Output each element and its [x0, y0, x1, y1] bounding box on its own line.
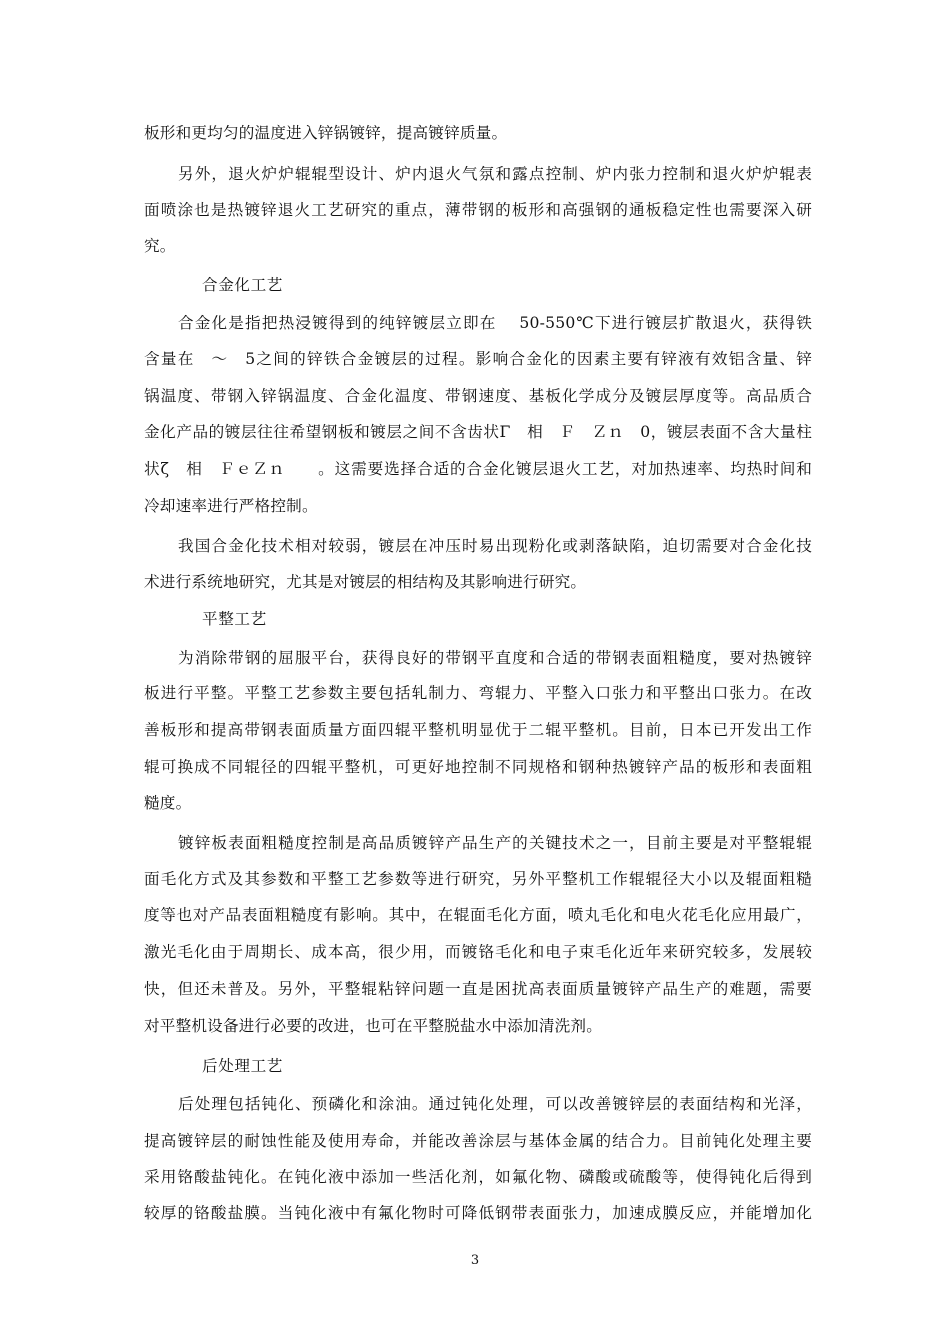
- section-heading: 平整工艺: [202, 610, 267, 628]
- paragraph-line: 金化产品的镀层往往希望钢板和镀层之间不含齿状Γ 相 Ｆ Ｚｎ 0，镀层表面不含大量柱: [144, 423, 812, 441]
- paragraph-line: 善板形和提高带钢表面质量方面四辊平整机明显优于二辊平整机。目前，日本已开发出工作: [144, 721, 812, 739]
- paragraph-line: 锅温度、带钢入锌锅温度、合金化温度、带钢速度、基板化学成分及镀层厚度等。高品质合: [144, 387, 812, 405]
- paragraph-line: 面喷涂也是热镀锌退火工艺研究的重点，薄带钢的板形和高强钢的通板稳定性也需要深入研: [144, 201, 812, 219]
- paragraph-line: 合金化是指把热浸镀得到的纯锌镀层立即在 50-550℃下进行镀层扩散退火，获得铁: [178, 314, 812, 332]
- paragraph-line: 采用铬酸盐钝化。在钝化液中添加一些活化剂，如氟化物、磷酸或硫酸等，使得钝化后得到: [144, 1168, 812, 1186]
- paragraph-line: 对平整机设备进行必要的改进，也可在平整脱盐水中添加清洗剂。: [144, 1017, 603, 1035]
- paragraph-line: 面毛化方式及其参数和平整工艺参数等进行研究，另外平整机工作辊辊径大小以及辊面粗糙: [144, 870, 812, 888]
- paragraph-line: 状ζ 相 ＦｅＺｎ 。这需要选择合适的合金化镀层退火工艺，对加热速率、均热时间和: [144, 460, 812, 478]
- paragraph-line: 快，但还未普及。另外，平整辊粘锌问题一直是困扰高表面质量镀锌产品生产的难题，需要: [144, 980, 812, 998]
- paragraph-line: 为消除带钢的屈服平台，获得良好的带钢平直度和合适的带钢表面粗糙度，要对热镀锌: [178, 649, 812, 667]
- paragraph-line: 另外，退火炉炉辊辊型设计、炉内退火气氛和露点控制、炉内张力控制和退火炉炉辊表: [178, 165, 812, 183]
- paragraph-line: 板形和更均匀的温度进入锌锅镀锌，提高镀锌质量。: [144, 124, 508, 142]
- paragraph-line: 提高镀锌层的耐蚀性能及使用寿命，并能改善涂层与基体金属的结合力。目前钝化处理主要: [144, 1132, 812, 1150]
- section-heading: 合金化工艺: [202, 276, 283, 294]
- paragraph-line: 较厚的铬酸盐膜。当钝化液中有氟化物时可降低钢带表面张力，加速成膜反应，并能增加化: [144, 1204, 812, 1222]
- section-heading: 后处理工艺: [202, 1057, 283, 1075]
- paragraph-line: 术进行系统地研究，尤其是对镀层的相结构及其影响进行研究。: [144, 573, 587, 591]
- paragraph-line: 镀锌板表面粗糙度控制是高品质镀锌产品生产的关键技术之一，目前主要是对平整辊辊: [178, 834, 812, 852]
- paragraph-line: 激光毛化由于周期长、成本高，很少用，而镀铬毛化和电子束毛化近年来研究较多，发展较: [144, 943, 812, 961]
- paragraph-line: 冷却速率进行严格控制。: [144, 497, 318, 515]
- paragraph-line: 究。: [144, 237, 176, 255]
- paragraph-line: 度等也对产品表面粗糙度有影响。其中，在辊面毛化方面，喷丸毛化和电火花毛化应用最广，: [144, 906, 812, 924]
- page-number: 3: [470, 1253, 480, 1268]
- paragraph-line: 含量在 ～ 5之间的锌铁合金镀层的过程。影响合金化的因素主要有锌液有效铝含量、锌: [144, 350, 812, 368]
- paragraph-line: 辊可换成不同辊径的四辊平整机，可更好地控制不同规格和钢种热镀锌产品的板形和表面粗: [144, 758, 812, 776]
- paragraph-line: 糙度。: [144, 794, 192, 812]
- paragraph-line: 我国合金化技术相对较弱，镀层在冲压时易出现粉化或剥落缺陷，迫切需要对合金化技: [178, 537, 812, 555]
- paragraph-line: 板进行平整。平整工艺参数主要包括轧制力、弯辊力、平整入口张力和平整出口张力。在改: [144, 684, 812, 702]
- paragraph-line: 后处理包括钝化、预磷化和涂油。通过钝化处理，可以改善镀锌层的表面结构和光泽，: [178, 1095, 812, 1113]
